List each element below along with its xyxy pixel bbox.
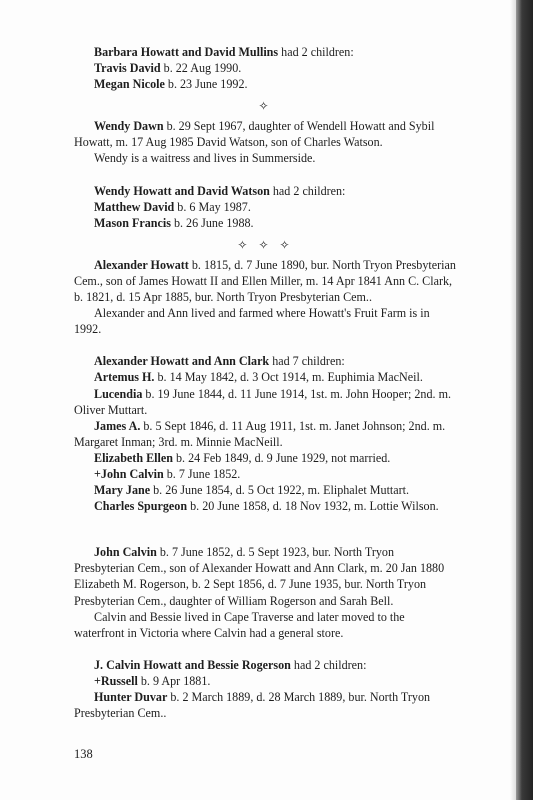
children-count: had 7 children: [269,354,345,369]
family-heading [74,44,457,60]
children-count: had 2 children: [269,183,346,198]
child-details: b. 26 June 1854, d. 5 Oct 1922, m. Eliphalet Muttart. [150,483,410,498]
person-note: Wendy is a waitress and lives in Summerside. [94,151,316,166]
child-entry [74,482,457,498]
child-entry [74,369,457,385]
person-note: Calvin and Bessie lived in Cape Traverse and later moved to the waterfront in Victoria where Calvin had a general store. [74,609,405,640]
child-details: b. 22 Aug 1990. [160,61,242,76]
child-details: b. 7 June 1852. [163,466,241,481]
person-note: Alexander and Ann lived and farmed where Howatt's Fruit Farm is in 1992. [74,306,430,337]
person-details: b. 7 June 1852, d. 5 Sept 1923, bur. North Tryon Presbyterian Cem., son of Alexander Howatt and Ann Clark, m. 20 Jan 1880 Elizabeth M. Rogerson, b. 2 Sept 1856, d. 7 June 1935, bur. North Tryon Presbyterian Cem., daughter of William Rogerson and Sarah Bell. [74,545,445,608]
page-edge [516,0,533,800]
person-details: b. 29 Sept 1967, daughter of Wendell Howatt and Sybil Howatt, m. 17 Aug 1985 David Watson, son of Charles Watson. [74,119,435,150]
children-count: had 2 children: [290,657,367,672]
family-heading [74,353,457,369]
child-details: b. 14 May 1842, d. 3 Oct 1914, m. Euphimia MacNeil. [154,370,423,385]
person-details: b. 1815, d. 7 June 1890, bur. North Tryon Presbyterian Cem., son of James Howatt II and Ellen Miller, m. 14 Apr 1841 Ann C. Clark, b. 1821, d. 15 Apr 1885, bur. North Tryon Presbyterian Cem.. [74,257,456,305]
child-name: James A. [94,418,141,433]
person-john-calvin [74,544,457,641]
child-details: b. 26 June 1988. [170,215,254,230]
spacer-large [74,514,457,544]
child-name: Elizabeth Ellen [94,450,173,465]
child-details: b. 6 May 1987. [174,199,251,214]
person-name: Alexander Howatt [94,257,189,272]
child-entry [74,418,457,450]
person-name: John Calvin [94,545,157,560]
child-name: Hunter Duvar [94,690,168,704]
child-entry [74,689,457,721]
couple-names: Alexander Howatt and Ann Clark [94,354,270,369]
children-count: had 2 children: [278,45,354,59]
page-number: 138 [74,747,93,761]
person-wendy-dawn [74,118,457,166]
person-name: Wendy Dawn [94,119,164,134]
child-name: Megan Nicole [94,77,165,92]
child-details: b. 24 Feb 1849, d. 9 June 1929, not married. [172,450,391,465]
family-barbara-howatt-david-mullins [74,44,457,92]
couple-names: Wendy Howatt and David Watson [94,183,270,198]
family-heading [74,183,457,199]
family-heading [74,657,457,673]
person-alexander-howatt [74,257,457,337]
child-entry [74,450,457,466]
family-alexander-howatt-ann-clark [74,353,457,514]
child-name: +John Calvin [94,466,164,481]
page-body [74,44,457,721]
person-entry [74,257,457,305]
child-entry [74,215,457,231]
child-name: Travis David [94,61,161,76]
child-entry [74,673,457,689]
couple-names: J. Calvin Howatt and Bessie Rogerson [94,657,291,672]
child-name: Artemus H. [94,370,155,385]
child-name: Mary Jane [94,483,151,498]
child-name: Lucendia [94,386,143,401]
child-details: b. 20 June 1858, d. 18 Nov 1932, m. Lottie Wilson. [187,499,439,514]
spacer [74,167,457,183]
child-details: b. 9 Apr 1881. [137,673,211,688]
child-entry [74,199,457,215]
child-details: b. 19 June 1844, d. 11 June 1914, 1st. m. John Hooper; 2nd. m. Oliver Muttart. [74,386,451,417]
child-name: +Russell [94,673,138,688]
child-entry [74,498,457,514]
child-entry [74,60,457,76]
child-entry [74,76,457,92]
person-entry [74,544,457,608]
child-details: b. 5 Sept 1846, d. 11 Aug 1911, 1st. m. Janet Johnson; 2nd. m. Margaret Inman; 3rd. m. Minnie MacNeill. [74,418,446,449]
section-ornament-triple: ✧ ✧ ✧ [237,237,294,252]
person-entry [74,118,457,150]
child-details: b. 23 June 1992. [164,77,248,92]
child-details: b. 2 March 1889, d. 28 March 1889, bur. North Tryon Presbyterian Cem.. [74,690,431,721]
spacer [74,337,457,353]
section-ornament: ✧ [258,99,273,114]
child-name: Matthew David [94,199,175,214]
spacer [74,641,457,657]
child-name: Charles Spurgeon [94,499,188,514]
family-j-calvin-howatt-bessie-rogerson [74,657,457,721]
couple-names: Barbara Howatt and David Mullins [94,45,279,59]
child-name: Mason Francis [94,215,171,230]
child-entry [74,386,457,418]
child-entry [74,466,457,482]
family-wendy-howatt-david-watson [74,183,457,231]
